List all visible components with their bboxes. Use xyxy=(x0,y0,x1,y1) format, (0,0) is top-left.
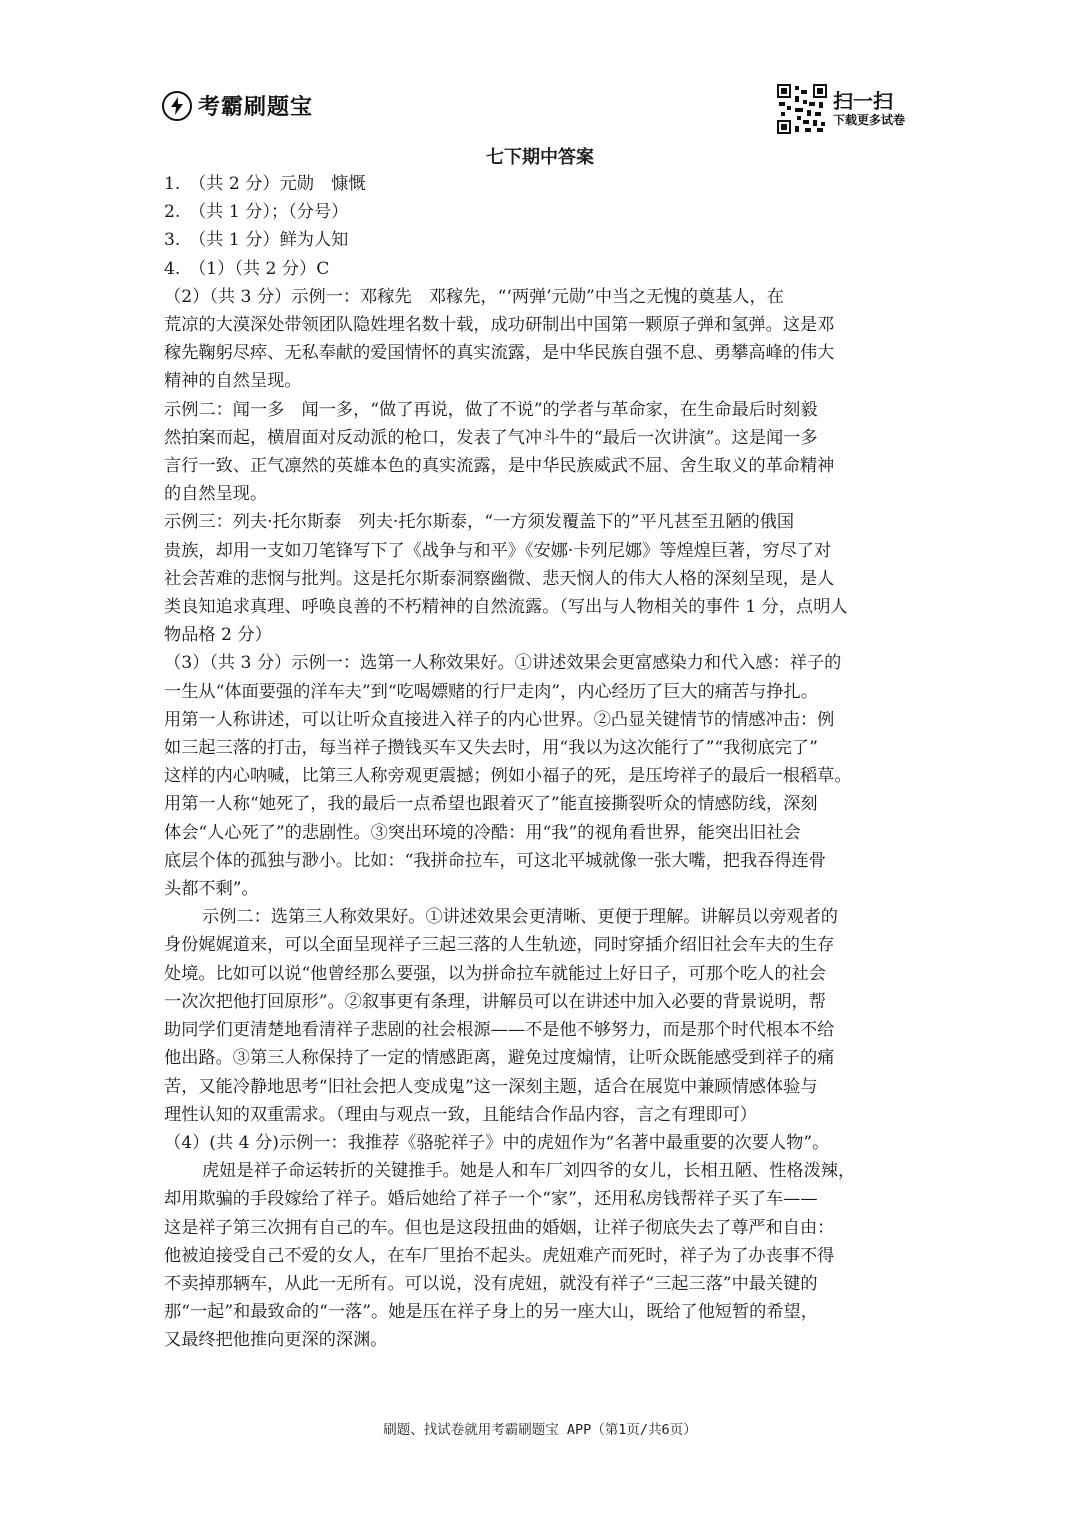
answer-line: 虎妞是祥子命运转折的关键推手。她是人和车厂刘四爷的女儿，长相丑陋、性格泼辣， xyxy=(202,1161,856,1182)
answer-line: 4. （1）（共 2 分）C xyxy=(164,258,330,279)
answer-line: 示例二：选第三人称效果好。①讲述效果会更清晰、更便于理解。讲解员以旁观者的 xyxy=(202,907,838,928)
answer-line: 用第一人称讲述，可以让听众直接进入祥子的内心世界。②凸显关键情节的情感冲击：例 xyxy=(164,709,835,730)
answer-line: 一生从“体面要强的洋车夫”到“吃喝嫖赌的行尸走肉”，内心经历了巨大的痛苦与挣扎。 xyxy=(164,681,818,702)
qr-subtitle: 下载更多试卷 xyxy=(833,113,906,127)
page-footer: 刷题、找试卷就用考霸刷题宝 APP（第1页/共6页） xyxy=(383,1422,697,1438)
answer-line: 示例二：闻一多 闻一多，“做了再说，做了不说”的学者与革命家，在生命最后时刻毅 xyxy=(164,399,818,420)
answer-line: 他出路。③第三人称保持了一定的情感距离，避免过度煽情，让听众既能感受到祥子的痛 xyxy=(164,1048,835,1069)
answer-line: 这样的内心呐喊，比第三人称旁观更震撼；例如小福子的死，是压垮祥子的最后一根稻草。 xyxy=(164,766,852,787)
answer-line: （2）（共 3 分）示例一：邓稼先 邓稼先，“‘两弹’元勋”中当之无愧的奠基人，在 xyxy=(164,286,784,307)
answer-line: 那“一起”和最致命的“一落”。她是压在祥子身上的另一座大山，既给了他短暂的希望， xyxy=(164,1302,818,1323)
answer-line: 1. （共 2 分）元勋 慷慨 xyxy=(164,174,366,194)
answer-line: 示例三：列夫·托尔斯泰 列夫·托尔斯泰，“一方须发覆盖下的”平凡甚至丑陋的俄国 xyxy=(164,512,795,533)
answer-line: 一次次把他打回原形”。②叙事更有条理，讲解员可以在讲述中加入必要的背景说明，帮 xyxy=(164,991,826,1012)
answer-line: 他被迫接受自己不爱的女人，在车厂里抬不起头。虎妞难产而死时，祥子为了办丧事不得 xyxy=(164,1245,835,1266)
answer-line: 类良知追求真理、呼唤良善的不朽精神的自然流露。（写出与人物相关的事件 1 分，点明人 xyxy=(164,597,848,618)
answer-line: 处境。比如可以说“他曾经那么要强，以为拼命拉车就能过上好日子，可那个吃人的社会 xyxy=(164,963,826,984)
page-title: 七下期中答案 xyxy=(486,147,594,168)
answer-line: 头都不剩”。 xyxy=(164,879,259,900)
answer-line: 社会苦难的悲悯与批判。这是托尔斯泰洞察幽微、悲天悯人的伟大人格的深刻呈现，是人 xyxy=(164,568,835,589)
answer-line: 却用欺骗的手段嫁给了祥子。婚后她给了祥子一个“家”，还用私房钱帮祥子买了车—— xyxy=(164,1189,818,1210)
answer-line: 如三起三落的打击，每当祥子攒钱买车又失去时，用“我以为这次能行了”“我彻底完了” xyxy=(164,738,818,759)
answer-line: 这是祥子第三次拥有自己的车。但也是这段扭曲的婚姻，让祥子彻底失去了尊严和自由： xyxy=(164,1217,835,1238)
answer-line: （3）（共 3 分）示例一：选第一人称效果好。①讲述效果会更富感染力和代入感：祥子的 xyxy=(164,653,842,674)
answer-line: 的自然呈现。 xyxy=(164,484,268,505)
answer-line: 不卖掉那辆车，从此一无所有。可以说，没有虎妞，就没有祥子“三起三落”中最关键的 xyxy=(164,1273,818,1294)
answer-content xyxy=(164,170,924,1355)
answer-line: 稼先鞠躬尽瘁、无私奉献的爱国情怀的真实流露，是中华民族自强不息、勇攀高峰的伟大 xyxy=(164,343,835,364)
answer-line: 理性认知的双重需求。（理由与观点一致，且能结合作品内容，言之有理即可） xyxy=(164,1104,757,1125)
answer-line: 2. （共 1 分）；（分号） xyxy=(164,202,349,223)
answer-line: 3. （共 1 分）鲜为人知 xyxy=(164,230,349,251)
brand-name: 考霸刷题宝 xyxy=(198,95,314,120)
qr-download-block[interactable] xyxy=(777,84,905,134)
answer-line: 又最终把他推向更深的深渊。 xyxy=(164,1330,388,1351)
answer-line: 助同学们更清楚地看清祥子悲剧的社会根源——不是他不够努力，而是那个时代根本不给 xyxy=(164,1020,835,1041)
answer-line: 贵族，却用一支如刀笔锋写下了《战争与和平》《安娜·卡列尼娜》等煌煌巨著，穷尽了对 xyxy=(164,540,832,561)
answer-line: 物品格 2 分） xyxy=(164,625,272,646)
qr-title: 扫一扫 xyxy=(833,89,893,113)
answer-line: 然拍案而起，横眉面对反动派的枪口，发表了气冲斗牛的“最后一次讲演”。这是闻一多 xyxy=(164,427,818,448)
answer-line: 身份娓娓道来，可以全面呈现祥子三起三落的人生轨迹，同时穿插介绍旧社会车夫的生存 xyxy=(164,935,835,956)
answer-line: 精神的自然呈现。 xyxy=(164,371,302,392)
answer-line: 荒凉的大漠深处带领团队隐姓埋名数十载，成功研制出中国第一颗原子弹和氢弹。这是邓 xyxy=(164,315,835,336)
answer-line: （4）(共 4 分)示例一：我推荐《骆驼祥子》中的虎妞作为“名著中最重要的次要人物”。 xyxy=(164,1132,830,1153)
answer-line: 体会“人心死了”的悲剧性。③突出环境的冷酷：用“我”的视角看世界，能突出旧社会 xyxy=(164,822,801,843)
answer-line: 言行一致、正气凛然的英雄本色的真实流露，是中华民族威武不屈、舍生取义的革命精神 xyxy=(164,456,835,477)
brand-logo xyxy=(162,90,313,121)
answer-line: 用第一人称“她死了，我的最后一点希望也跟着灭了”能直接撕裂听众的情感防线，深刻 xyxy=(164,794,818,815)
answer-line: 苦，又能冷静地思考“旧社会把人变成鬼”这一深刻主题，适合在展览中兼顾情感体验与 xyxy=(164,1076,818,1097)
answer-line: 底层个体的孤独与渺小。比如：“我拼命拉车，可这北平城就像一张大嘴，把我吞得连骨 xyxy=(164,850,826,871)
qr-code-icon[interactable] xyxy=(777,84,827,134)
lightning-icon xyxy=(162,91,192,121)
